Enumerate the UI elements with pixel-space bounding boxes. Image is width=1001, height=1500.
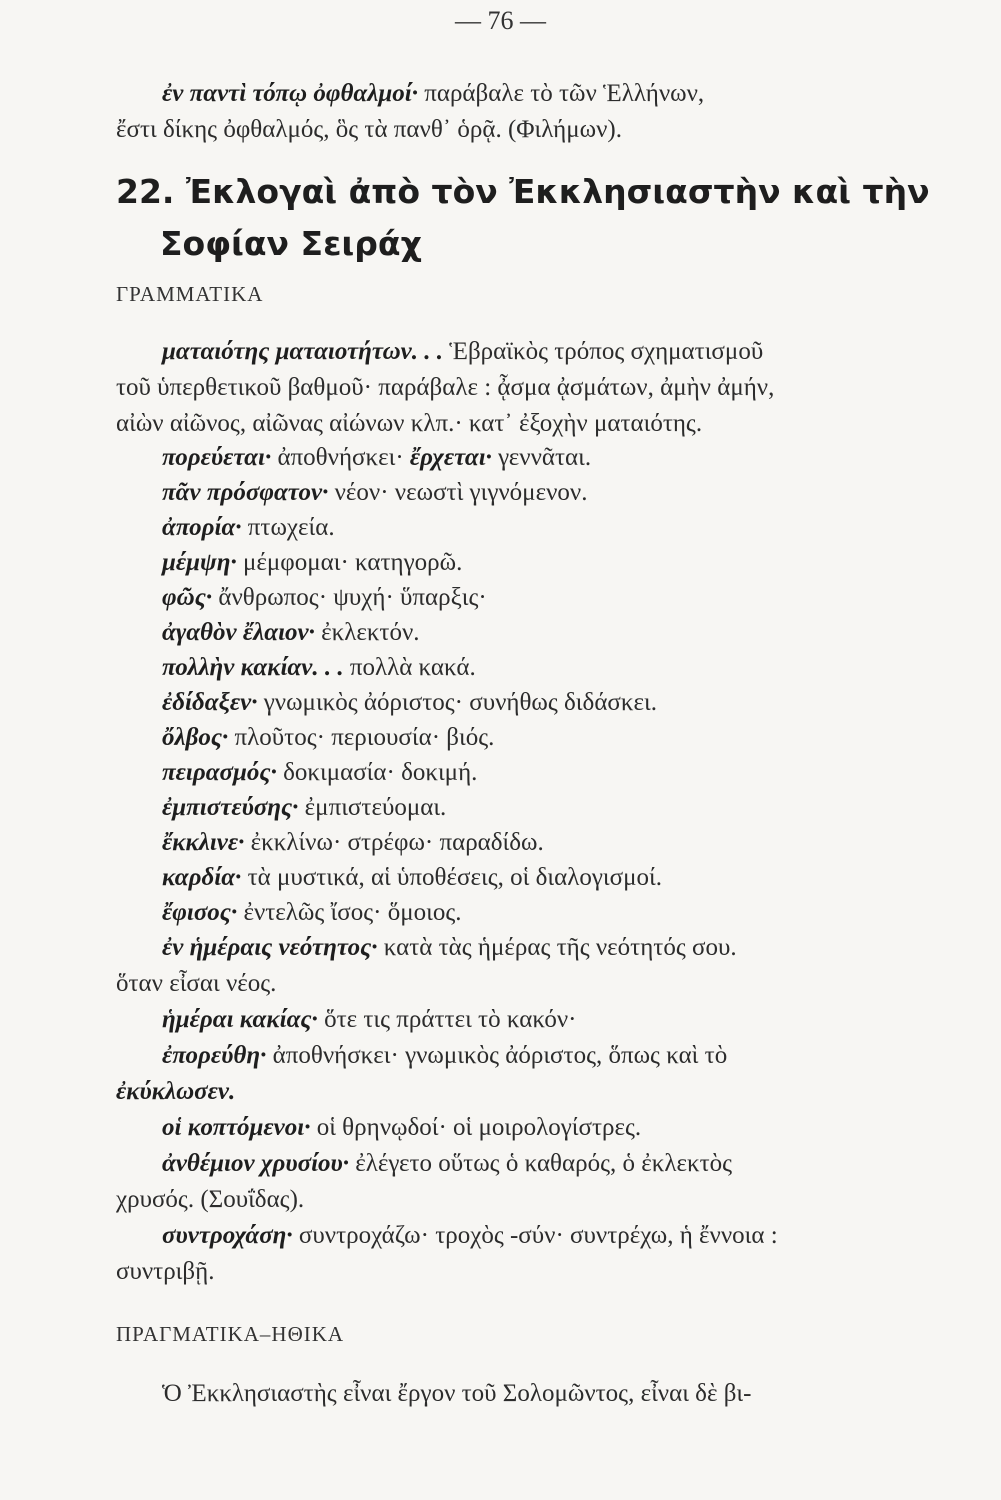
glossary-entry <box>162 899 461 927</box>
glossary-entry <box>162 619 420 647</box>
glossary-term: πορεύεται· <box>162 444 272 471</box>
glossary-definition: πολλὰ κακά. <box>349 654 476 681</box>
glossary-definition: ἐλέγετο οὕτως ὁ καθαρός, ὁ ἐκλεκτὸς <box>355 1150 733 1177</box>
entry-kakias <box>162 1006 577 1034</box>
glossary-definition: οἱ θρηνῳδοί· οἱ μοιρολογίστρες. <box>316 1114 642 1141</box>
glossary-definition: ἐκλεκτόν. <box>321 619 420 646</box>
entry-neotitos <box>162 934 737 962</box>
glossary-entry <box>162 724 494 752</box>
intro-text: παράβαλε τὸ τῶν Ἑλλήνων, <box>424 80 705 107</box>
section-title-line-1 <box>116 172 930 211</box>
ethics-paragraph: Ὁ Ἐκκλησιαστὴς εἶναι ἔργον τοῦ Σολομῶντος, εἶναι δὲ βι- <box>162 1380 752 1407</box>
section-number: 22. <box>116 172 175 211</box>
entry-neotitos-cont: ὅταν εἶσαι νέος. <box>116 970 277 997</box>
intro-line-2: ἔστι δίκης ὀφθαλμός, ὃς τὰ πανθ᾽ ὁρᾷ. (Φιλήμων). <box>116 116 622 143</box>
entry-syntrochasi-cont: συντριβῇ. <box>116 1258 215 1285</box>
glossary-entry <box>162 444 591 472</box>
glossary-term: ὄλβος· <box>162 724 229 751</box>
glossary-definition: δοκιμασία· δοκιμή. <box>283 759 478 786</box>
glossary-term: πολλὴν κακίαν. . . <box>162 654 344 681</box>
grammar-heading: ΓΡΑΜΜΑΤΙΚΑ <box>116 282 264 306</box>
glossary-entry <box>162 549 462 577</box>
glossary-entry <box>162 864 662 892</box>
grammar-intro-term: ματαιότης ματαιοτήτων. . . <box>162 338 443 365</box>
entry-anthemion <box>162 1150 732 1178</box>
entry-anthemion-cont: χρυσός. (Σουΐδας). <box>116 1186 305 1213</box>
glossary-term: ἔφισος· <box>162 899 238 926</box>
glossary-entry <box>162 479 587 507</box>
glossary-definition: νέον· νεωστὶ γιγνόμενον. <box>334 479 588 506</box>
glossary-definition: ὅτε τις πράττει τὸ κακόν· <box>324 1006 577 1033</box>
glossary-term: ἐπορεύθη· <box>162 1042 267 1069</box>
glossary-definition: μέμφομαι· κατηγορῶ. <box>242 549 463 576</box>
glossary-entry <box>162 689 657 717</box>
glossary-definition: πλοῦτος· περιουσία· βιός. <box>234 724 495 751</box>
glossary-term: ἀγαθὸν ἔλαιον· <box>162 619 315 646</box>
intro-line-1 <box>162 80 704 108</box>
entry-eporeuthi-cont: ἐκύκλωσεν. <box>116 1078 236 1105</box>
grammar-intro-line-3: αἰὼν αἰῶνος, αἰῶνας αἰώνων κλπ.· κατ᾽ ἐξοχὴν ματαιότης. <box>116 410 703 437</box>
glossary-definition: ἀποθνήσκει· γνωμικὸς ἀόριστος, ὅπως καὶ τὸ <box>272 1042 728 1069</box>
glossary-term: συντροχάση· <box>162 1222 293 1249</box>
entry-koptomenoi <box>162 1114 641 1142</box>
glossary-definition: τὰ μυστικά, αἱ ὑποθέσεις, οἱ διαλογισμοί. <box>247 864 662 891</box>
glossary-term: ἔκκλινε· <box>162 829 245 856</box>
glossary-definition: συντροχάζω· τροχὸς -σύν· συντρέχω, ἡ ἔννοια : <box>298 1222 778 1249</box>
section-title: Ἐκλογαὶ ἀπὸ τὸν Ἐκκλησιαστὴν καὶ τὴν <box>185 172 930 211</box>
grammar-intro-line-2: τοῦ ὑπερθετικοῦ βαθμοῦ· παράβαλε : ᾆσμα ᾀσμάτων, ἀμὴν ἀμήν, <box>116 374 775 401</box>
glossary-term: ἐμπιστεύσης· <box>162 794 299 821</box>
glossary-definition: κατὰ τὰς ἡμέρας τῆς νεότητός σου. <box>383 934 737 961</box>
glossary-entry <box>162 654 476 682</box>
grammar-intro-line-1 <box>162 338 763 366</box>
glossary-term: οἱ κοπτόμενοι· <box>162 1114 311 1141</box>
glossary-definition: ἐκκλίνω· στρέφω· παραδίδω. <box>250 829 544 856</box>
glossary-term: ἡμέραι κακίας· <box>162 1006 318 1033</box>
glossary-term: μέμψη· <box>162 549 237 576</box>
glossary-term: ἀνθέμιον χρυσίου· <box>162 1150 350 1177</box>
glossary-term: πᾶν πρόσφατον· <box>162 479 329 506</box>
glossary-term: ἔρχεται· <box>409 444 492 471</box>
glossary-definition: ἄνθρωπος· ψυχή· ὕπαρξις· <box>218 584 487 611</box>
entry-syntrochasi <box>162 1222 778 1250</box>
glossary-term: πειρασμός· <box>162 759 277 786</box>
glossary-definition: πτωχεία. <box>247 514 335 541</box>
grammar-intro-text: Ἑβραϊκὸς τρόπος σχηματισμοῦ <box>449 338 764 365</box>
glossary-entry <box>162 794 446 822</box>
glossary-definition: ἐντελῶς ἴσος· ὅμοιος. <box>243 899 462 926</box>
glossary-term: καρδία· <box>162 864 242 891</box>
page-number: — 76 — <box>455 6 546 35</box>
glossary-term: φῶς· <box>162 584 213 611</box>
glossary-entry <box>162 759 477 787</box>
glossary-term: ἐδίδαξεν· <box>162 689 258 716</box>
glossary-definition: ἐμπιστεύομαι. <box>304 794 447 821</box>
entry-eporeuthi <box>162 1042 727 1070</box>
glossary-definition: γνωμικὸς ἀόριστος· συνήθως διδάσκει. <box>263 689 657 716</box>
glossary-entry <box>162 829 544 857</box>
glossary-entry <box>162 584 487 612</box>
intro-term: ἐν παντὶ τόπῳ ὀφθαλμοί· <box>162 80 418 107</box>
glossary-entry <box>162 514 335 542</box>
ethics-heading: ΠΡΑΓΜΑΤΙΚΑ–ΗΘΙΚΑ <box>116 1322 345 1346</box>
glossary-term: ἀπορία· <box>162 514 242 541</box>
glossary-term: ἐν ἡμέραις νεότητος· <box>162 934 378 961</box>
glossary-definition: ἀποθνήσκει· <box>277 444 404 471</box>
glossary-definition: γεννᾶται. <box>498 444 592 471</box>
section-title-line-2: Σοφίαν Σειράχ <box>160 224 422 263</box>
